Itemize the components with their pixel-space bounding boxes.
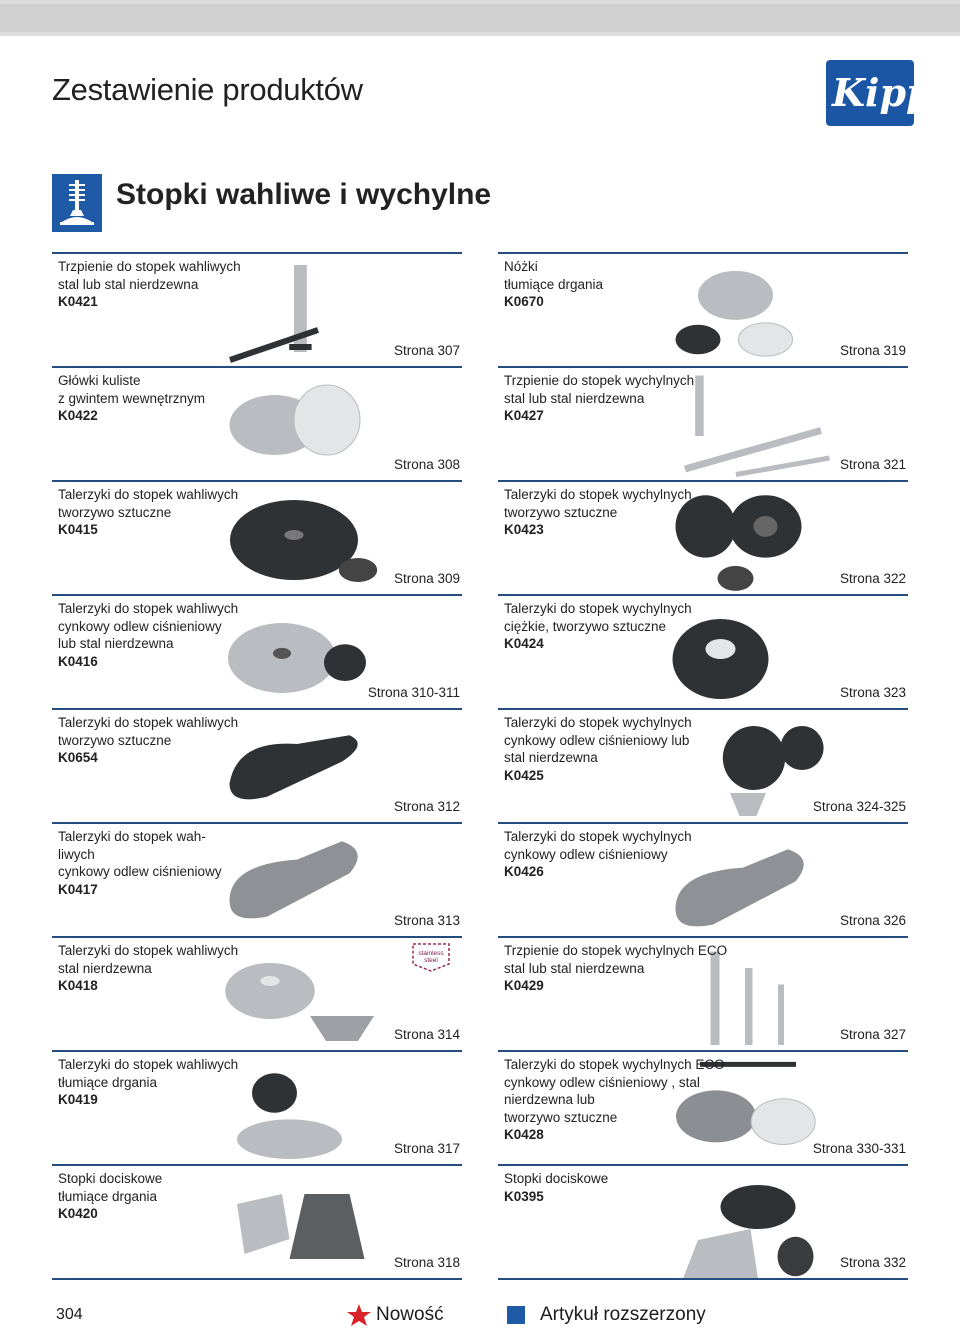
- product-desc-line: stal lub stal nierdzewna: [504, 390, 645, 406]
- product-description: [504, 372, 694, 425]
- row-rule: [52, 708, 462, 710]
- row-rule: [498, 366, 908, 368]
- product-code: K0424: [504, 636, 544, 652]
- product-desc-line: Talerzyki do stopek wahliwych: [58, 943, 239, 958]
- product-desc-line: tworzywo sztuczne: [504, 504, 618, 520]
- product-code: K0415: [58, 522, 98, 538]
- product-desc-line: Talerzyki do stopek wahliwych: [58, 487, 239, 502]
- product-desc-line: cynkowy odlew ciśnieniowy: [58, 864, 222, 880]
- product-desc-line: Stopki dociskowe: [504, 1171, 609, 1186]
- row-rule: [52, 366, 462, 368]
- product-code: K0423: [504, 522, 544, 538]
- product-image: [222, 612, 372, 709]
- product-cell: [498, 594, 908, 708]
- page-reference: Strona 317: [393, 1141, 460, 1156]
- product-cell: [498, 366, 908, 480]
- product-description: [504, 714, 692, 784]
- product-image: [222, 832, 372, 929]
- product-description: [58, 258, 241, 311]
- product-cell: [498, 822, 908, 936]
- page-reference: Strona 319: [839, 343, 906, 358]
- page-reference: Strona 324-325: [812, 799, 906, 814]
- row-rule: [52, 480, 462, 482]
- product-desc-line: Trzpienie do stopek wahliwych: [58, 259, 241, 274]
- row-rule: [498, 480, 908, 482]
- page-reference: Strona 307: [393, 343, 460, 358]
- product-image: [222, 722, 372, 815]
- left-bottom-rule: [52, 1278, 462, 1280]
- product-description: [504, 600, 692, 653]
- product-description: [58, 372, 205, 425]
- product-desc-line: Talerzyki do stopek wahliwych: [58, 601, 239, 616]
- product-desc-line: tworzywo sztuczne: [504, 1109, 618, 1125]
- product-desc-line: stal lub stal nierdzewna: [58, 276, 199, 292]
- product-image: [222, 946, 382, 1051]
- product-description: [504, 486, 692, 539]
- page-reference: Strona 323: [839, 685, 906, 700]
- product-cell: [52, 366, 462, 480]
- product-desc-line: Trzpienie do stopek wychylnych: [504, 373, 695, 388]
- product-desc-line: Talerzyki do stopek wychylnych: [504, 715, 692, 730]
- product-description: [58, 1170, 162, 1223]
- product-cell: [52, 1164, 462, 1278]
- product-description: [504, 828, 692, 881]
- product-description: [504, 1056, 725, 1144]
- legend-extended-label: Artykuł rozszerzony: [540, 1304, 706, 1325]
- product-desc-line: ciężkie, tworzywo sztuczne: [504, 618, 667, 634]
- product-cell: [498, 708, 908, 822]
- product-desc-line: cynkowy odlew ciśnieniowy: [58, 618, 222, 634]
- product-desc-line: Talerzyki do stopek wychylnych ECO: [504, 1057, 725, 1072]
- product-desc-line: stal nierdzewna: [58, 960, 152, 976]
- row-rule: [52, 252, 462, 254]
- page-reference: Strona 330-331: [812, 1141, 906, 1156]
- row-rule: [52, 822, 462, 824]
- kipp-logo: [826, 60, 933, 126]
- product-description: [58, 828, 222, 898]
- product-desc-line: stal lub stal nierdzewna: [504, 960, 645, 976]
- product-code: K0428: [504, 1127, 544, 1143]
- product-cell: [498, 1050, 908, 1164]
- product-code: K0395: [504, 1188, 544, 1204]
- page-reference: Strona 312: [393, 799, 460, 814]
- row-rule: [498, 594, 908, 596]
- product-description: [58, 600, 238, 670]
- product-cell: [52, 252, 462, 366]
- product-code: K0654: [58, 750, 98, 766]
- product-image: [222, 1060, 372, 1175]
- product-description: [504, 942, 727, 995]
- product-desc-line: Talerzyki do stopek wahliwych: [58, 715, 239, 730]
- product-desc-line: tłumiące drgania: [504, 276, 604, 292]
- product-description: [58, 486, 238, 539]
- page-reference: Strona 313: [393, 913, 460, 928]
- product-desc-line: Talerzyki do stopek wychylnych: [504, 601, 692, 616]
- product-code: K0417: [58, 881, 98, 897]
- legend-new-label: Nowość: [376, 1304, 444, 1325]
- product-cell: [498, 1164, 908, 1278]
- product-cell: [52, 936, 462, 1050]
- product-desc-line: Główki kuliste: [58, 373, 141, 388]
- product-cell: [52, 1050, 462, 1164]
- product-desc-line: Talerzyki do stopek wychylnych: [504, 487, 692, 502]
- product-image: [222, 1174, 372, 1279]
- section-title: Stopki wahliwe i wychylne: [116, 178, 492, 211]
- top-band-strip: [0, 4, 960, 32]
- product-description: [504, 258, 603, 311]
- page-reference: Strona 327: [839, 1027, 906, 1042]
- stainless-steel-badge: [412, 942, 450, 974]
- extended-article-swatch: [507, 1306, 525, 1324]
- new-star-icon: [346, 1303, 372, 1329]
- product-desc-line: Talerzyki do stopek wahliwych: [58, 1057, 239, 1072]
- product-cell: [52, 594, 462, 708]
- product-desc-line: Talerzyki do stopek wah-: [58, 829, 206, 844]
- row-rule: [52, 1164, 462, 1166]
- product-cell: [52, 822, 462, 936]
- product-cell: [498, 252, 908, 366]
- product-desc-line: cynkowy odlew ciśnieniowy lub: [504, 732, 690, 748]
- row-rule: [498, 708, 908, 710]
- product-desc-line: z gwintem wewnętrznym: [58, 390, 206, 406]
- top-band: [0, 0, 960, 36]
- row-rule: [498, 1164, 908, 1166]
- product-image: [222, 370, 372, 475]
- page-reference: Strona 321: [839, 457, 906, 472]
- product-desc-line: Stopki dociskowe: [58, 1171, 163, 1186]
- product-desc-line: cynkowy odlew ciśnieniowy , stal: [504, 1074, 700, 1090]
- page-reference: Strona 318: [393, 1255, 460, 1270]
- row-rule: [498, 822, 908, 824]
- page-reference: Strona 326: [839, 913, 906, 928]
- page-reference: Strona 310-311: [367, 685, 460, 700]
- product-desc-line: nierdzewna lub: [504, 1092, 595, 1108]
- right-bottom-rule: [498, 1278, 908, 1280]
- page-reference: Strona 309: [393, 571, 460, 586]
- product-desc-line: tworzywo sztuczne: [58, 504, 172, 520]
- product-cell: [52, 480, 462, 594]
- product-code: K0416: [58, 653, 98, 669]
- row-rule: [52, 1050, 462, 1052]
- product-code: K0670: [504, 294, 544, 310]
- product-cell: [498, 480, 908, 594]
- product-desc-line: Talerzyki do stopek wychylnych: [504, 829, 692, 844]
- product-image: [668, 266, 818, 369]
- product-code: K0425: [504, 767, 544, 783]
- page-reference: Strona 308: [393, 457, 460, 472]
- product-code: K0422: [58, 408, 98, 424]
- product-desc-line: stal nierdzewna: [504, 750, 598, 766]
- product-code: K0419: [58, 1092, 98, 1108]
- product-description: [58, 1056, 238, 1109]
- product-code: K0418: [58, 978, 98, 994]
- product-desc-line: lub stal nierdzewna: [58, 636, 174, 652]
- page-number: 304: [56, 1306, 83, 1323]
- product-desc-line: tłumiące drgania: [58, 1074, 158, 1090]
- page-title: Zestawienie produktów: [52, 72, 363, 107]
- row-rule: [52, 594, 462, 596]
- product-desc-line: tłumiące drgania: [58, 1188, 158, 1204]
- logo-text: Kipp: [832, 70, 933, 115]
- row-rule: [498, 252, 908, 254]
- product-description: [58, 942, 238, 995]
- stainless-badge-line1: stainless: [418, 950, 444, 957]
- product-image: [668, 1174, 818, 1289]
- stainless-badge-line2: steel: [424, 957, 438, 964]
- page-reference: Strona 332: [839, 1255, 906, 1270]
- product-desc-line: Trzpienie do stopek wychylnych ECO: [504, 943, 728, 958]
- product-code: K0429: [504, 978, 544, 994]
- row-rule: [498, 936, 908, 938]
- page-reference: Strona 314: [393, 1027, 460, 1042]
- product-code: K0420: [58, 1206, 98, 1222]
- product-code: K0421: [58, 294, 98, 310]
- product-desc-line: cynkowy odlew ciśnieniowy: [504, 846, 668, 862]
- product-desc-line: Nóżki: [504, 259, 538, 274]
- product-description: [504, 1170, 608, 1205]
- product-desc-line: tworzywo sztuczne: [58, 732, 172, 748]
- product-code: K0427: [504, 408, 544, 424]
- product-code: K0426: [504, 864, 544, 880]
- product-desc-line: liwych: [58, 846, 95, 862]
- product-image: [222, 261, 382, 371]
- product-cell: [52, 708, 462, 822]
- leveling-foot-icon: [52, 174, 102, 232]
- page-reference: Strona 322: [839, 571, 906, 586]
- row-rule: [498, 1050, 908, 1052]
- product-image: [222, 490, 382, 595]
- product-description: [58, 714, 238, 767]
- product-cell: [498, 936, 908, 1050]
- row-rule: [52, 936, 462, 938]
